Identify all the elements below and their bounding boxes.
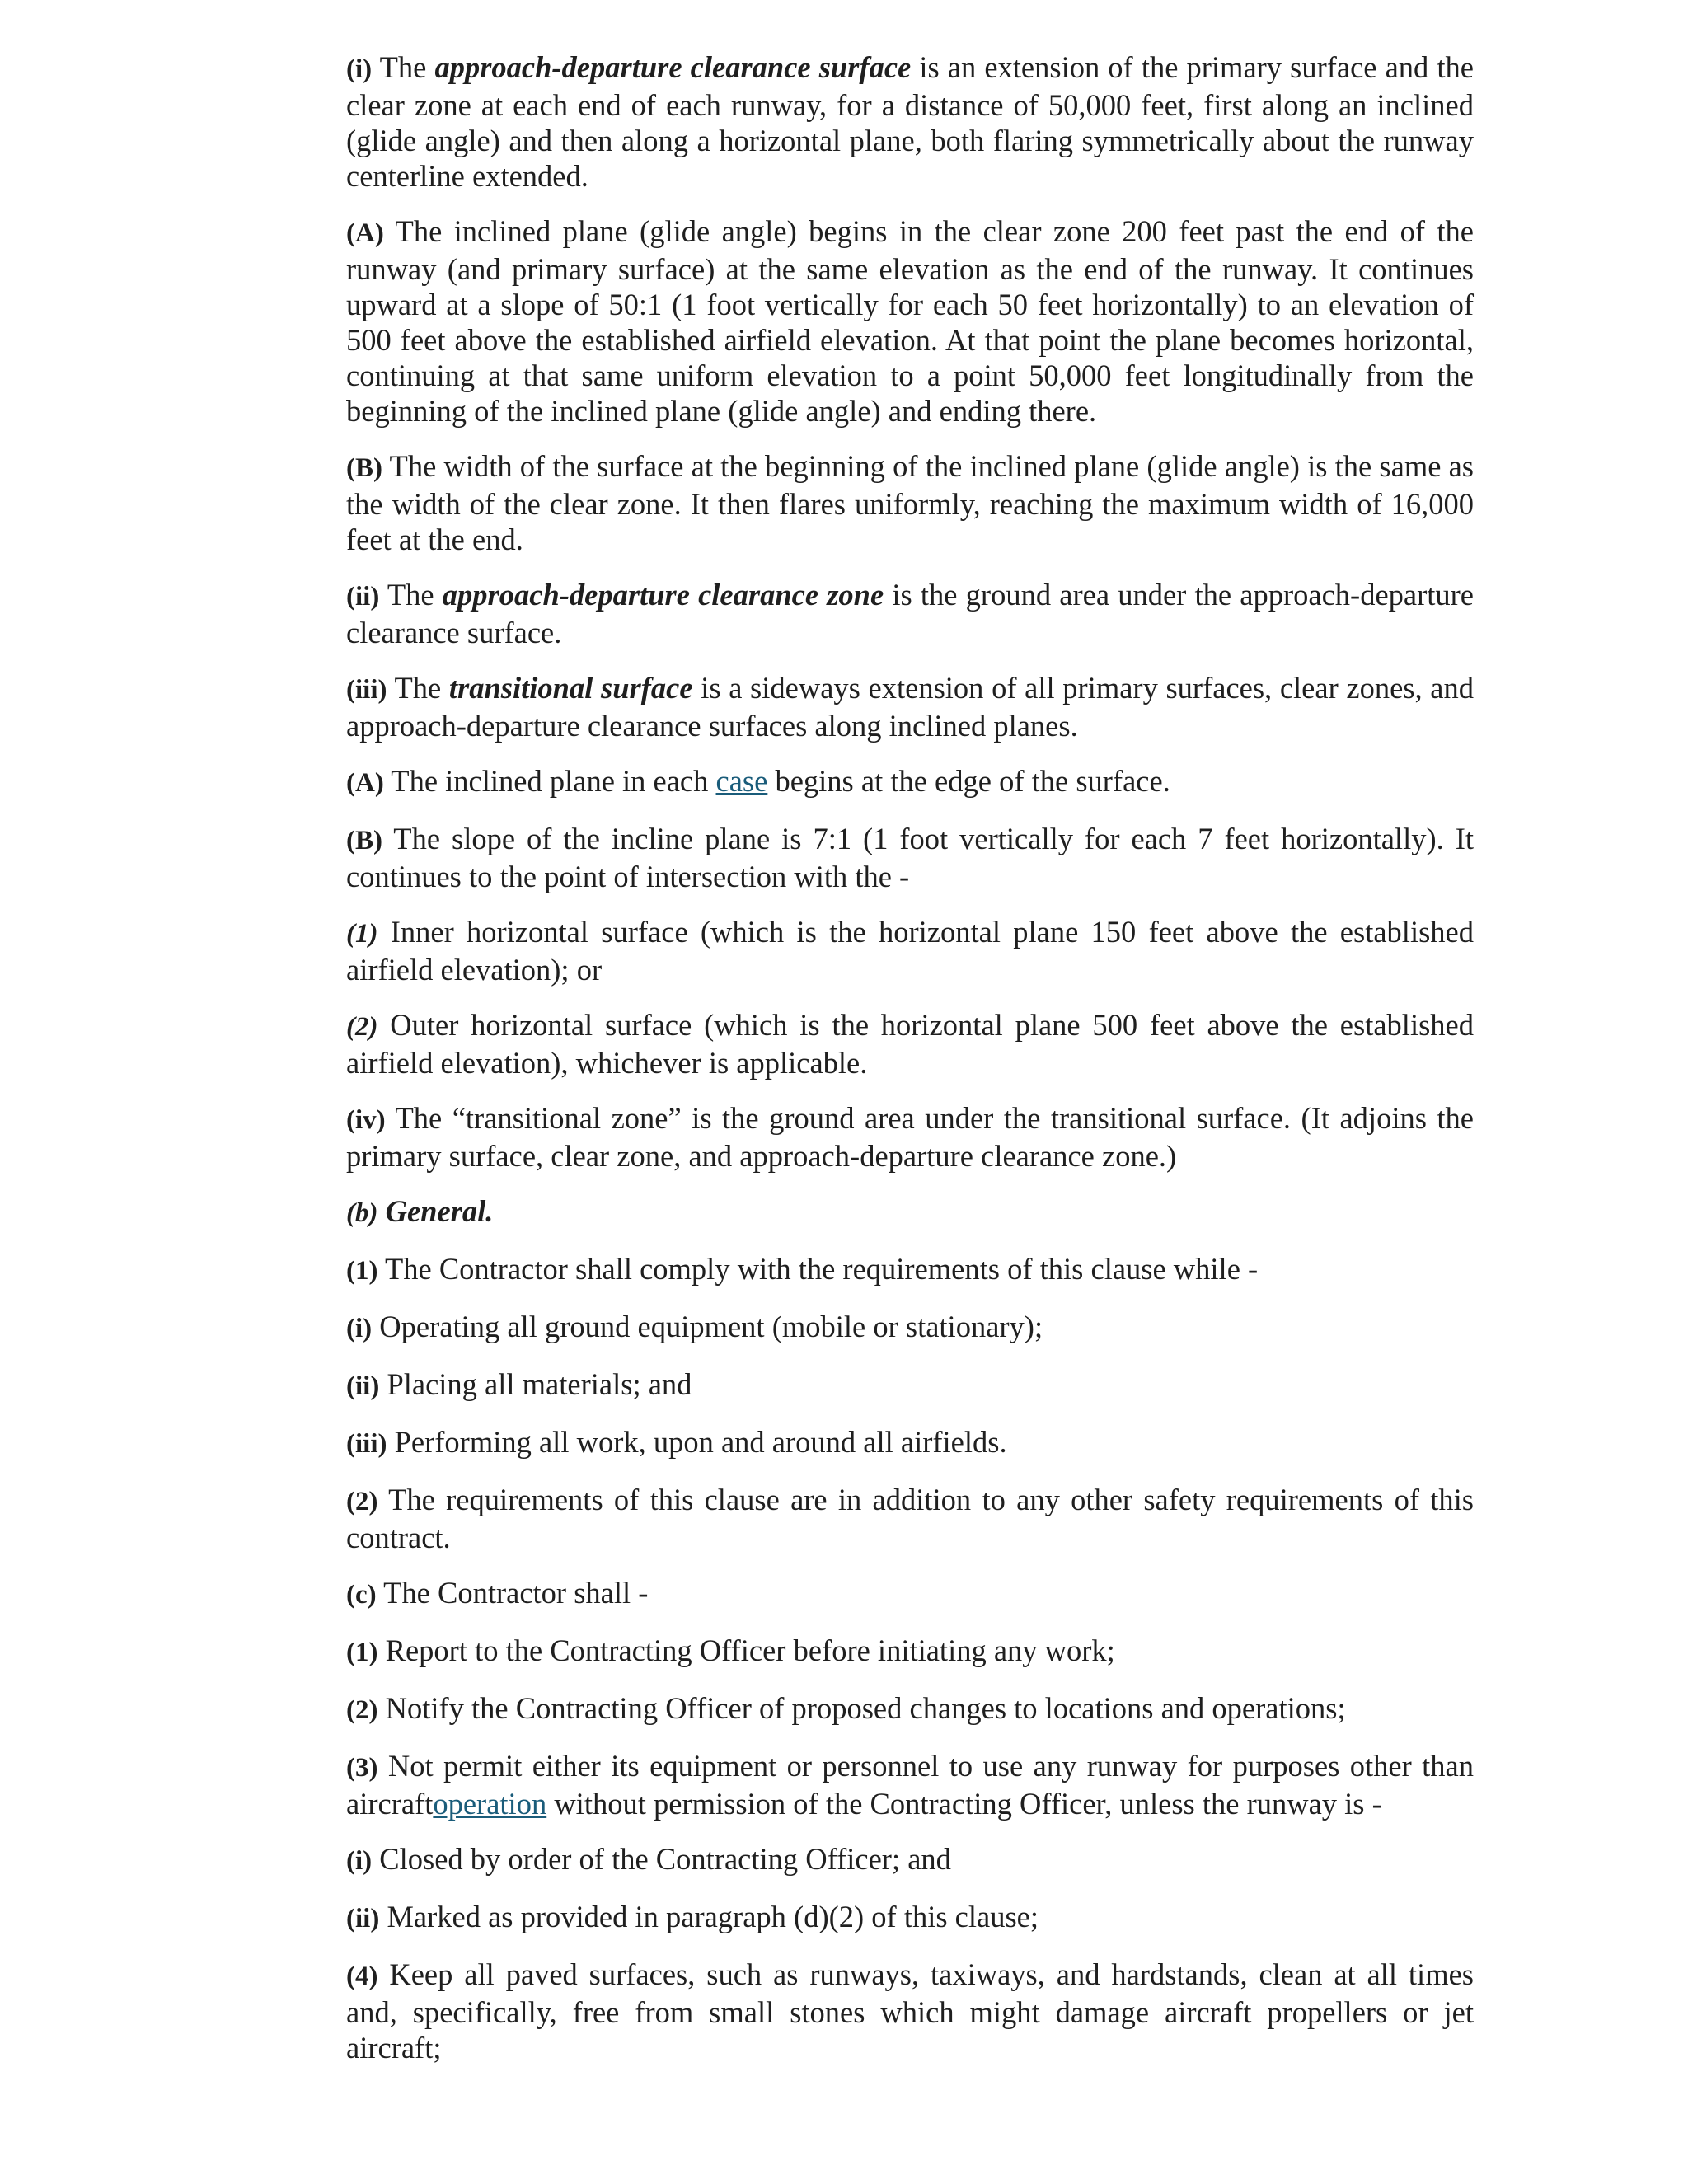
paragraph-ii-clearance-zone [346,577,1474,650]
paragraph-b2-additional [346,1482,1474,1555]
paragraph-b1ii-materials [346,1366,1474,1404]
paragraph-text: Operating all ground equipment (mobile or stationary); [372,1310,1043,1343]
paragraph-label: (1) [346,919,378,949]
paragraph-text: begins at the edge of the surface. [767,764,1170,798]
paragraph-label: (2) [346,1695,378,1725]
paragraph-text: is a sideways extension of all primary surfaces, clear zones, and approach-departure clearance surfaces along inclined planes. [346,671,1474,743]
paragraph-c1-report [346,1633,1474,1671]
paragraph-text: Not permit either its equipment or personnel to use any runway for purposes other than aircraft [346,1749,1474,1821]
paragraph-c3-runway-use [346,1748,1474,1821]
paragraph-text: Marked as provided in paragraph (d)(2) of this clause; [379,1900,1039,1933]
paragraph-iii-transitional-surface [346,670,1474,743]
paragraph-label: (c) [346,1580,377,1610]
paragraph-i-surface-definition [346,49,1474,194]
paragraph-c2-notify [346,1690,1474,1728]
paragraph-label: (A) [346,768,384,798]
paragraph-label: (ii) [346,1904,380,1933]
paragraph-B-surface-width [346,448,1474,557]
defined-term: approach-departure clearance surface [434,50,912,84]
case-link[interactable]: case [715,764,768,798]
paragraph-text: The inclined plane in each [383,764,716,798]
paragraph-label: (2) [346,1487,378,1516]
paragraph-A-inclined-plane [346,213,1474,429]
paragraph-label: (4) [346,1961,378,1991]
paragraph-label: (3) [346,1753,378,1783]
paragraph-text: is the ground area under the approach-departure clearance surface. [346,578,1474,649]
paragraph-text: The [372,50,435,84]
paragraph-A-inclined-plane-edge [346,763,1474,801]
paragraph-text: The [387,671,449,705]
paragraph-label: (1) [346,1638,378,1667]
paragraph-label: (iii) [346,675,387,705]
paragraph-text: Placing all materials; and [379,1367,692,1401]
paragraph-text: Performing all work, upon and around all airfields. [387,1425,1007,1459]
paragraph-b1iii-work [346,1424,1474,1462]
paragraph-2-outer-horizontal [346,1007,1474,1080]
paragraph-label: (b) [346,1198,378,1228]
paragraph-1-inner-horizontal [346,914,1474,987]
paragraph-text: The [379,578,443,612]
defined-term: transitional surface [448,671,693,705]
paragraph-label: (ii) [346,1371,380,1401]
paragraph-c-contractor-shall [346,1575,1474,1613]
document-page [346,49,1474,2085]
paragraph-label: (2) [346,1012,378,1042]
paragraph-text: without permission of the Contracting Officer, unless the runway is - [546,1787,1382,1821]
paragraph-label: (iv) [346,1105,386,1135]
operation-link[interactable]: operation [433,1787,547,1821]
paragraph-text: Keep all paved surfaces, such as runways, taxiways, and hardstands, clean at all times and, specifically, free from small stones which might damage aircraft propellers or jet aircraft; [346,1957,1474,2064]
paragraph-text: Report to the Contracting Officer before initiating any work; [377,1633,1115,1667]
paragraph-b1-comply [346,1251,1474,1289]
paragraph-text: Notify the Contracting Officer of proposed changes to locations and operations; [377,1691,1346,1725]
paragraph-label: (i) [346,54,373,84]
paragraph-text: The width of the surface at the beginning of the inclined plane (glide angle) is the same as the width of the clear zone. It then flares uniformly, reaching the maximum width of 16,000 feet at the end. [346,449,1474,556]
paragraph-label: (1) [346,1256,378,1286]
paragraph-iv-transitional-zone [346,1100,1474,1174]
defined-term: approach-departure clearance zone [442,578,884,612]
paragraph-c3ii-marked [346,1899,1474,1937]
paragraph-label: (A) [346,218,384,248]
paragraph-c4-paved-surfaces [346,1957,1474,2065]
paragraph-text: is an extension of the primary surface and the clear zone at each end of each runway, for a distance of 50,000 feet, first along an inclined (glide angle) and then along a horizontal plane, both flaring symmetrically about the runway centerline extended. [346,50,1474,193]
paragraph-label: (i) [346,1314,373,1343]
paragraph-label: (B) [346,826,382,855]
paragraph-label: (iii) [346,1429,387,1459]
section-heading-general [346,1193,1474,1231]
paragraph-text: Outer horizontal surface (which is the horizontal plane 500 feet above the established airfield elevation), whichever is applicable. [346,1008,1474,1080]
paragraph-c3i-closed [346,1841,1474,1879]
paragraph-text: The Contractor shall comply with the requirements of this clause while - [377,1252,1259,1286]
paragraph-text: The inclined plane (glide angle) begins in the clear zone 200 feet past the end of the runway (and primary surface) at the same elevation as the end of the runway. It continues upward at a slope of 50:1 (1 foot vertically for each 50 feet horizontally) to an elevation of 500 feet above the established airfield elevation. At that point the plane becomes horizontal, continuing at that same uniform elevation to a point 50,000 feet longitudinally from the beginning of the inclined plane (glide angle) and ending there. [346,214,1474,428]
paragraph-text: The requirements of this clause are in addition to any other safety requirements of this contract. [346,1483,1474,1554]
paragraph-B-incline-slope [346,821,1474,894]
paragraph-text: Closed by order of the Contracting Officer; and [372,1842,951,1876]
paragraph-label: (B) [346,453,382,483]
section-heading: General. [377,1194,494,1228]
paragraph-b1i-equipment [346,1309,1474,1347]
paragraph-label: (i) [346,1846,373,1876]
paragraph-label: (ii) [346,582,380,612]
paragraph-text: The Contractor shall - [376,1576,649,1610]
paragraph-text: The “transitional zone” is the ground area under the transitional surface. (It adjoins the primary surface, clear zone, and approach-departure clearance zone.) [346,1101,1474,1173]
paragraph-text: Inner horizontal surface (which is the horizontal plane 150 feet above the established airfield elevation); or [346,915,1474,987]
paragraph-text: The slope of the incline plane is 7:1 (1 foot vertically for each 7 feet horizontally). It continues to the point of intersection with the - [346,822,1474,893]
